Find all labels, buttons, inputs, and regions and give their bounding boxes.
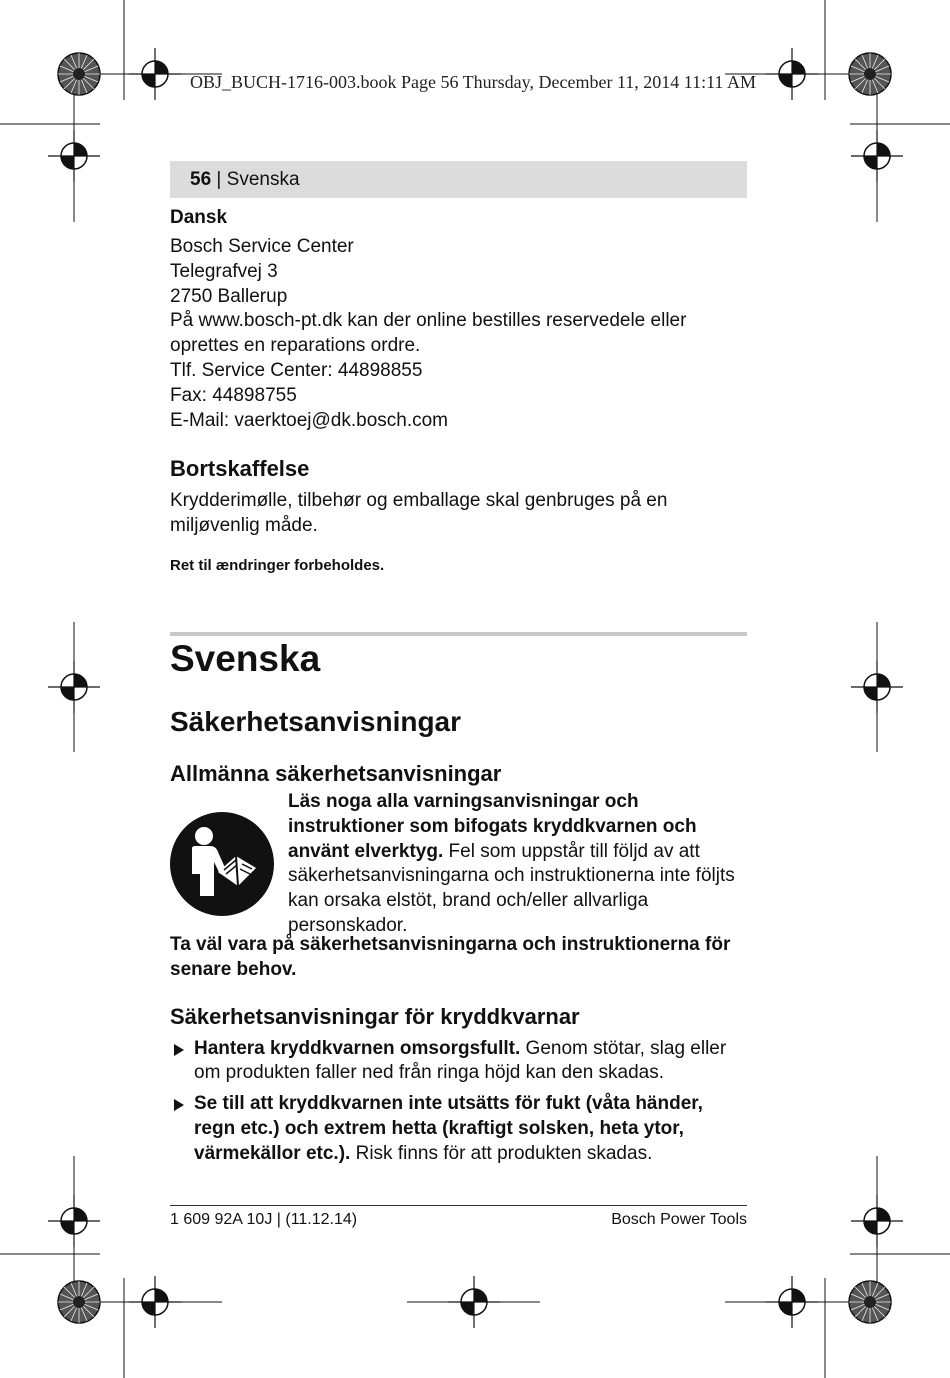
print-slug-line: OBJ_BUCH-1716-003.book Page 56 Thursday, December 11, 2014 11:11 AM: [190, 72, 756, 92]
footer-rule: [170, 1205, 747, 1206]
service-address: [170, 235, 747, 433]
bullet-bold-text: Hantera kryddkvarnen omsorgsfullt.: [194, 1037, 521, 1059]
footer-doc-number: 1 609 92A 10J | (11.12.14): [170, 1211, 358, 1228]
warning-body-text: Fel som uppstår till följd av att säkerhetsanvisningarna och instruktionerna inte följts kan orsaka elstöt, brand och/eller allvarliga personskador.: [288, 840, 735, 936]
dansk-section: [170, 205, 747, 576]
footer-brand: Bosch Power Tools: [611, 1211, 747, 1228]
bullet-text: Genom stötar, slag eller om produkten faller ned från ringa höjd kan den skadas.: [194, 1037, 727, 1084]
page-number: 56: [190, 169, 212, 190]
svenska-title: Svenska: [170, 638, 321, 679]
header-language: Svenska: [226, 169, 300, 190]
address-line: Tlf. Service Center: 44898855: [170, 359, 423, 381]
safety-heading: Säkerhetsanvisningar: [170, 706, 462, 737]
address-line: Bosch Service Center: [170, 236, 354, 257]
disposal-heading: Bortskaffelse: [170, 456, 310, 482]
grinder-safety-list: [170, 1037, 747, 1167]
header-separator: |: [216, 169, 222, 190]
bullet-triangle-icon: [174, 1044, 184, 1056]
address-line: Telegrafvej 3: [170, 260, 278, 282]
address-line: På www.bosch-pt.dk kan der online bestilles reservedele eller oprettes en reparations ordre.: [170, 310, 687, 357]
bullet-triangle-icon: [174, 1099, 184, 1111]
dansk-heading: Dansk: [170, 207, 228, 228]
warning-block: [170, 790, 747, 936]
list-item: [170, 1092, 747, 1166]
warning-text: [288, 790, 747, 939]
changes-note: Ret til ændringer forbeholdes.: [170, 556, 385, 574]
disposal-text: Krydderimølle, tilbehør og emballage skal genbruges på en miljøvenlig måde.: [170, 490, 668, 537]
bullet-bold-text: Se till att kryddkvarnen inte utsätts för fukt (våta händer, regn etc.) och extrem hetta (kraftigt solsken, heta ytor, värmekällor etc.).: [194, 1093, 703, 1164]
read-manual-icon: [170, 812, 274, 916]
bullet-text: Risk finns för att produkten skadas.: [350, 1142, 653, 1164]
svenska-section: [170, 704, 747, 1173]
page-header-band: [170, 161, 747, 198]
address-line: 2750 Ballerup: [170, 285, 288, 307]
address-line: Fax: 44898755: [170, 384, 297, 406]
warning-bold-text: Läs noga alla varningsanvisningar och instruktioner som bifogats kryddkvarnen och använt elverktyg.: [288, 791, 697, 862]
address-line: E-Mail: vaerktoej@dk.bosch.com: [170, 409, 448, 431]
general-safety-heading: Allmänna säkerhetsanvisningar: [170, 761, 502, 786]
grinder-safety-heading: Säkerhetsanvisningar för kryddkvarnar: [170, 1003, 580, 1029]
list-item: [170, 1037, 747, 1087]
keep-instructions-note: Ta väl vara på säkerhetsanvisningarna och instruktionerna för senare behov.: [170, 934, 731, 980]
